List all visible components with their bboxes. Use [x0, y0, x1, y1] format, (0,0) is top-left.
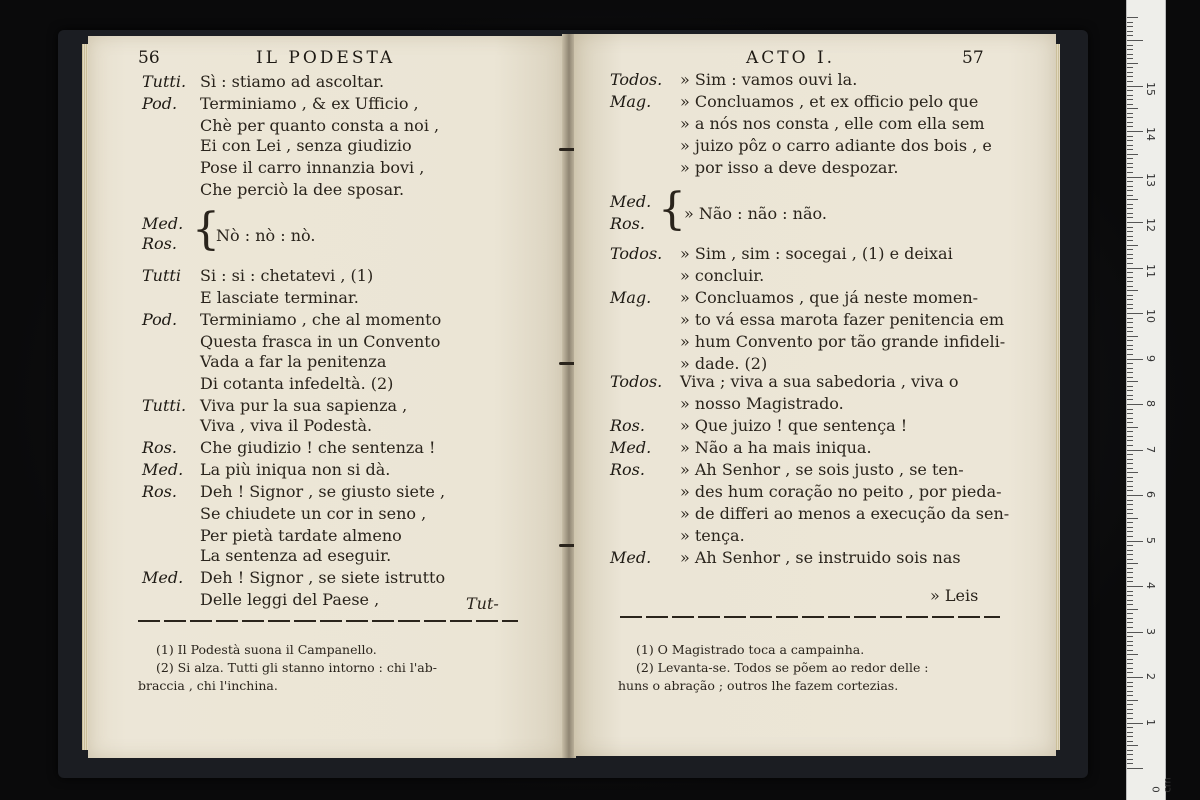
ruler-tick: [1127, 258, 1133, 259]
ruler-number: 11: [1144, 263, 1157, 278]
ruler-tick: [1127, 249, 1133, 250]
ruler-tick: [1127, 149, 1133, 150]
ruler-tick: [1127, 754, 1133, 755]
ruler-tick: [1127, 450, 1143, 451]
ruler-tick: [1127, 581, 1133, 582]
verse-line: » juizo pôz o carro adiante dos bois , e: [680, 136, 992, 155]
ruler-tick: [1127, 481, 1133, 482]
ruler-tick: [1127, 399, 1133, 400]
verse-line: » hum Convento por tão grande infideli-: [680, 332, 1006, 351]
ruler-tick: [1127, 136, 1133, 137]
speaker-label: Ros.: [142, 482, 177, 501]
ruler-tick: [1127, 318, 1133, 319]
speaker-label: Med.: [142, 460, 184, 479]
ruler-tick: [1127, 427, 1138, 428]
footnote: braccia , chi l'inchina.: [138, 678, 278, 693]
ruler-tick: [1127, 591, 1133, 592]
brace-speaker: Ros.: [142, 234, 177, 253]
ruler-tick: [1127, 95, 1133, 96]
ruler-tick: [1127, 700, 1138, 701]
ruler-tick: [1127, 586, 1143, 587]
ruler-tick: [1127, 49, 1133, 50]
verse-line: La più iniqua non si dà.: [200, 460, 391, 479]
speaker-label: Mag.: [610, 288, 652, 307]
ruler-tick: [1127, 463, 1133, 464]
speaker-label: Med.: [142, 568, 184, 587]
footnote: (1) O Magistrado toca a campainha.: [636, 642, 865, 657]
ruler-tick: [1127, 67, 1133, 68]
ruler-tick: [1127, 90, 1133, 91]
ruler-tick: [1127, 368, 1133, 369]
ruler-tick: [1127, 167, 1133, 168]
verse-line: » Ah Senhor , se sois justo , se ten-: [680, 460, 964, 479]
ruler-tick: [1127, 58, 1133, 59]
verse-line: » to vá essa marota fazer penitencia em: [680, 310, 1005, 329]
ruler-tick: [1127, 768, 1143, 769]
ruler-tick: [1127, 322, 1133, 323]
ruler-tick: [1127, 81, 1133, 82]
verse-line: Di cotanta infedeltà. (2): [200, 374, 394, 393]
ruler-tick: [1127, 395, 1133, 396]
footnote: (1) Il Podestà suona il Campanello.: [156, 642, 377, 657]
ruler-tick: [1127, 240, 1133, 241]
ruler-tick: [1127, 381, 1138, 382]
ruler-tick: [1127, 409, 1133, 410]
ruler-tick: [1127, 208, 1133, 209]
ruler-tick: [1127, 490, 1133, 491]
verse-line: Vada a far la penitenza: [200, 352, 387, 371]
verse-line: » a nós nos consta , elle com ella sem: [680, 114, 985, 133]
verse-line: » Concluamos , que já neste momen-: [680, 288, 979, 307]
ruler-tick: [1127, 504, 1133, 505]
verse-line: » Que juizo ! que sentença !: [680, 416, 908, 435]
speaker-label: Tutti.: [142, 72, 187, 91]
ruler-tick: [1127, 217, 1133, 218]
ruler-tick: [1127, 468, 1133, 469]
ruler-tick: [1127, 122, 1133, 123]
verse-line: Questa frasca in un Convento: [200, 332, 441, 351]
ruler-tick: [1127, 704, 1133, 705]
ruler-tick: [1127, 691, 1133, 692]
ruler-tick: [1127, 554, 1133, 555]
ruler-tick: [1127, 26, 1133, 27]
ruler-tick: [1127, 145, 1133, 146]
ruler-tick: [1127, 486, 1133, 487]
brace-speaker: Med.: [610, 192, 652, 211]
speaker-label: Med.: [610, 438, 652, 457]
verse-line: » Concluamos , et ex officio pelo que: [680, 92, 979, 111]
ruler-tick: [1127, 518, 1138, 519]
measuring-ruler: [1126, 0, 1174, 800]
brace-glyph: {: [658, 184, 686, 235]
brace-speaker: Ros.: [610, 214, 645, 233]
ruler-tick: [1127, 709, 1133, 710]
ruler-number: 1: [1144, 718, 1157, 726]
ruler-tick: [1127, 604, 1133, 605]
ruler-tick: [1127, 545, 1133, 546]
speaker-label: Tutti: [142, 266, 181, 285]
ruler-tick: [1127, 536, 1133, 537]
ruler-number: 5: [1144, 536, 1157, 544]
verse-line: Per pietà tardate almeno: [200, 526, 402, 545]
speaker-label: Med.: [610, 548, 652, 567]
ruler-tick: [1127, 63, 1138, 64]
ruler-tick: [1127, 732, 1133, 733]
footnote: (2) Levanta-se. Todos se põem ao redor delle :: [636, 660, 929, 675]
ruler-tick: [1127, 645, 1133, 646]
verse-line: » Sim : vamos ouvi la.: [680, 70, 858, 89]
catchword: » Leis: [930, 586, 979, 605]
ruler-tick: [1127, 668, 1133, 669]
left-page: [88, 36, 566, 758]
ruler-number: 4: [1144, 582, 1157, 589]
ruler-tick: [1127, 45, 1133, 46]
ruler-tick: [1127, 263, 1133, 264]
verse-line: Delle leggi del Paese ,: [200, 590, 380, 609]
verse-line: Deh ! Signor , se siete istrutto: [200, 568, 446, 587]
left-page-number: 56: [138, 48, 160, 68]
ruler-tick: [1127, 72, 1133, 73]
verse-line: Viva pur la sua sapienza ,: [200, 396, 408, 415]
speaker-label: Pod.: [142, 310, 178, 329]
ruler-tick: [1127, 713, 1133, 714]
ruler-tick: [1127, 677, 1143, 678]
ruler-tick: [1127, 254, 1133, 255]
verse-line: E lasciate terminar.: [200, 288, 359, 307]
ruler-tick: [1127, 213, 1133, 214]
ruler-tick: [1127, 723, 1143, 724]
verse-line: Viva ; viva a sua sabedoria , viva o: [680, 372, 959, 391]
verse-line: » Ah Senhor , se instruido sois nas: [680, 548, 961, 567]
ruler-tick: [1127, 113, 1133, 114]
verse-line: » tença.: [680, 526, 745, 545]
ruler-unit: 0 cm: [1151, 777, 1174, 793]
ruler-tick: [1127, 290, 1138, 291]
ruler-number: 3: [1144, 627, 1157, 635]
ruler-tick: [1127, 108, 1138, 109]
ruler-tick: [1127, 327, 1133, 328]
ruler-tick: [1127, 295, 1133, 296]
ruler-tick: [1127, 459, 1133, 460]
ruler-tick: [1127, 627, 1133, 628]
verse-line: » concluir.: [680, 266, 765, 285]
ruler-tick: [1127, 281, 1133, 282]
ruler-tick: [1127, 472, 1138, 473]
speaker-label: Pod.: [142, 94, 178, 113]
ruler-tick: [1127, 595, 1133, 596]
ruler-tick: [1127, 199, 1138, 200]
ruler-number: 6: [1144, 491, 1157, 498]
ruler-tick: [1127, 349, 1133, 350]
ruler-number: 9: [1144, 354, 1157, 362]
ruler-tick: [1127, 313, 1143, 314]
ruler-tick: [1127, 513, 1133, 514]
ruler-tick: [1127, 650, 1133, 651]
ruler-tick: [1127, 727, 1133, 728]
ruler-tick: [1127, 495, 1143, 496]
ruler-tick: [1127, 354, 1133, 355]
ruler-tick: [1127, 372, 1133, 373]
ruler-tick: [1127, 104, 1133, 105]
ruler-tick: [1127, 286, 1133, 287]
speaker-label: Ros.: [610, 460, 645, 479]
ruler-tick: [1127, 359, 1143, 360]
ruler-tick: [1127, 572, 1133, 573]
verse-line: » nosso Magistrado.: [680, 394, 844, 413]
speaker-label: Todos.: [610, 244, 663, 263]
ruler-tick: [1127, 204, 1133, 205]
ruler-tick: [1127, 686, 1133, 687]
footnote-rule: [138, 620, 518, 622]
ruler-number: 7: [1144, 445, 1157, 453]
ruler-tick: [1127, 117, 1133, 118]
ruler-tick: [1127, 559, 1133, 560]
ruler-tick: [1127, 86, 1143, 87]
verse-line: Che giudizio ! che sentenza !: [200, 438, 436, 457]
footnote-rule: [620, 616, 1000, 618]
ruler-tick: [1127, 531, 1133, 532]
ruler-tick: [1127, 695, 1133, 696]
verse-line: Terminiamo , che al momento: [200, 310, 442, 329]
verse-line: » de differi ao menos a execução da sen-: [680, 504, 1010, 523]
ruler-tick: [1127, 750, 1133, 751]
ruler-tick: [1127, 340, 1133, 341]
ruler-tick: [1127, 99, 1133, 100]
verse-line: La sentenza ad eseguir.: [200, 546, 392, 565]
ruler-tick: [1127, 277, 1133, 278]
verse-line: Che perciò la dee sposar.: [200, 180, 405, 199]
verse-line: Deh ! Signor , se giusto siete ,: [200, 482, 446, 501]
right-running-head: ACTO I.: [746, 48, 836, 68]
ruler-tick: [1127, 181, 1133, 182]
ruler-tick: [1127, 299, 1133, 300]
ruler-tick: [1127, 422, 1133, 423]
ruler-tick: [1127, 440, 1133, 441]
right-page-number: 57: [962, 48, 984, 68]
ruler-tick: [1127, 741, 1133, 742]
verse-line: Se chiudete un cor in seno ,: [200, 504, 427, 523]
ruler-tick: [1127, 431, 1133, 432]
ruler-tick: [1127, 17, 1138, 18]
ruler-tick: [1127, 227, 1133, 228]
catchword: Tut-: [466, 594, 499, 613]
ruler-number: 10: [1144, 309, 1157, 323]
ruler-tick: [1127, 158, 1133, 159]
verse-line: » des hum coração no peito , por pieda-: [680, 482, 1002, 501]
verse-line: Viva , viva il Podestà.: [200, 416, 373, 435]
ruler-tick: [1127, 268, 1143, 269]
ruler-tick: [1127, 577, 1133, 578]
ruler-tick: [1127, 600, 1133, 601]
verse-line: Ei con Lei , senza giudizio: [200, 136, 412, 155]
ruler-tick: [1127, 500, 1133, 501]
ruler-tick: [1127, 195, 1133, 196]
speaker-label: Ros.: [142, 438, 177, 457]
ruler-tick: [1127, 663, 1133, 664]
ruler-tick: [1127, 386, 1133, 387]
ruler-tick: [1127, 659, 1133, 660]
ruler-tick: [1127, 613, 1133, 614]
verse-line: » dade. (2): [680, 354, 768, 373]
ruler-tick: [1127, 636, 1133, 637]
ruler-tick: [1127, 35, 1133, 36]
ruler-number: 12: [1144, 218, 1157, 232]
ruler-number: 13: [1144, 172, 1157, 187]
ruler-tick: [1127, 140, 1133, 141]
ruler-tick: [1127, 31, 1133, 32]
verse-line: Chè per quanto consta a noi ,: [200, 116, 440, 135]
ruler-tick: [1127, 745, 1138, 746]
ruler-tick: [1127, 126, 1133, 127]
ruler-tick: [1127, 390, 1133, 391]
ruler-tick: [1127, 154, 1138, 155]
ruler-tick: [1127, 231, 1133, 232]
ruler-tick: [1127, 672, 1133, 673]
ruler-tick: [1127, 541, 1143, 542]
ruler-tick: [1127, 527, 1133, 528]
ruler-tick: [1127, 172, 1133, 173]
ruler-tick: [1127, 76, 1133, 77]
ruler-tick: [1127, 331, 1133, 332]
footnote: huns o abração ; outros lhe fazem cortezias.: [618, 678, 899, 693]
ruler-tick: [1127, 40, 1143, 41]
ruler-tick: [1127, 568, 1133, 569]
speaker-label: Mag.: [610, 92, 652, 111]
ruler-number: 14: [1144, 127, 1157, 141]
ruler-tick: [1127, 682, 1133, 683]
verse-line: » por isso a deve despozar.: [680, 158, 899, 177]
brace-text: » Não : não : não.: [684, 204, 827, 223]
ruler-tick: [1127, 759, 1133, 760]
speaker-label: Ros.: [610, 416, 645, 435]
ruler-tick: [1127, 222, 1143, 223]
ruler-tick: [1127, 236, 1133, 237]
ruler-tick: [1127, 54, 1133, 55]
ruler-tick: [1127, 418, 1133, 419]
ruler-tick: [1127, 563, 1138, 564]
verse-line: » Sim , sim : socegai , (1) e deixai: [680, 244, 953, 263]
ruler-tick: [1127, 363, 1133, 364]
ruler-tick: [1127, 550, 1133, 551]
verse-line: Sì : stiamo ad ascoltar.: [200, 72, 385, 91]
ruler-tick: [1127, 336, 1138, 337]
ruler-tick: [1127, 436, 1133, 437]
verse-line: Si : si : chetatevi , (1): [200, 266, 374, 285]
ruler-tick: [1127, 763, 1133, 764]
brace-glyph: {: [192, 204, 220, 255]
footnote: (2) Si alza. Tutti gli stanno intorno : chi l'ab-: [156, 660, 437, 675]
ruler-tick: [1127, 445, 1133, 446]
speaker-label: Todos.: [610, 70, 663, 89]
ruler-tick: [1127, 163, 1133, 164]
ruler-tick: [1127, 186, 1133, 187]
ruler-number: 8: [1144, 400, 1157, 407]
ruler-tick: [1127, 718, 1133, 719]
left-running-head: IL PODESTA: [256, 48, 396, 68]
brace-text: Nò : nò : nò.: [216, 226, 316, 245]
ruler-tick: [1127, 632, 1143, 633]
right-page: [574, 34, 1056, 756]
ruler-number: 15: [1144, 81, 1157, 96]
ruler-tick: [1127, 345, 1133, 346]
ruler-tick: [1127, 304, 1133, 305]
ruler-tick: [1127, 245, 1138, 246]
ruler-tick: [1127, 454, 1133, 455]
ruler-tick: [1127, 377, 1133, 378]
ruler-tick: [1127, 413, 1133, 414]
verse-line: » Não a ha mais iniqua.: [680, 438, 872, 457]
ruler-tick: [1127, 404, 1143, 405]
ruler-tick: [1127, 522, 1133, 523]
verse-line: Pose il carro innanzia bovi ,: [200, 158, 425, 177]
brace-speaker: Med.: [142, 214, 184, 233]
ruler-tick: [1127, 736, 1133, 737]
ruler-tick: [1127, 190, 1133, 191]
ruler-tick: [1127, 131, 1143, 132]
speaker-label: Tutti.: [142, 396, 187, 415]
ruler-tick: [1127, 641, 1133, 642]
ruler-tick: [1127, 509, 1133, 510]
ruler-tick: [1127, 618, 1133, 619]
verse-line: Terminiamo , & ex Ufficio ,: [200, 94, 419, 113]
speaker-label: Todos.: [610, 372, 663, 391]
ruler-tick: [1127, 609, 1138, 610]
ruler-tick: [1127, 477, 1133, 478]
ruler-tick: [1127, 272, 1133, 273]
ruler-number: 2: [1144, 673, 1157, 680]
ruler-tick: [1127, 22, 1133, 23]
ruler-tick: [1127, 654, 1138, 655]
ruler-tick: [1127, 622, 1133, 623]
ruler-tick: [1127, 308, 1133, 309]
ruler-tick: [1127, 177, 1143, 178]
